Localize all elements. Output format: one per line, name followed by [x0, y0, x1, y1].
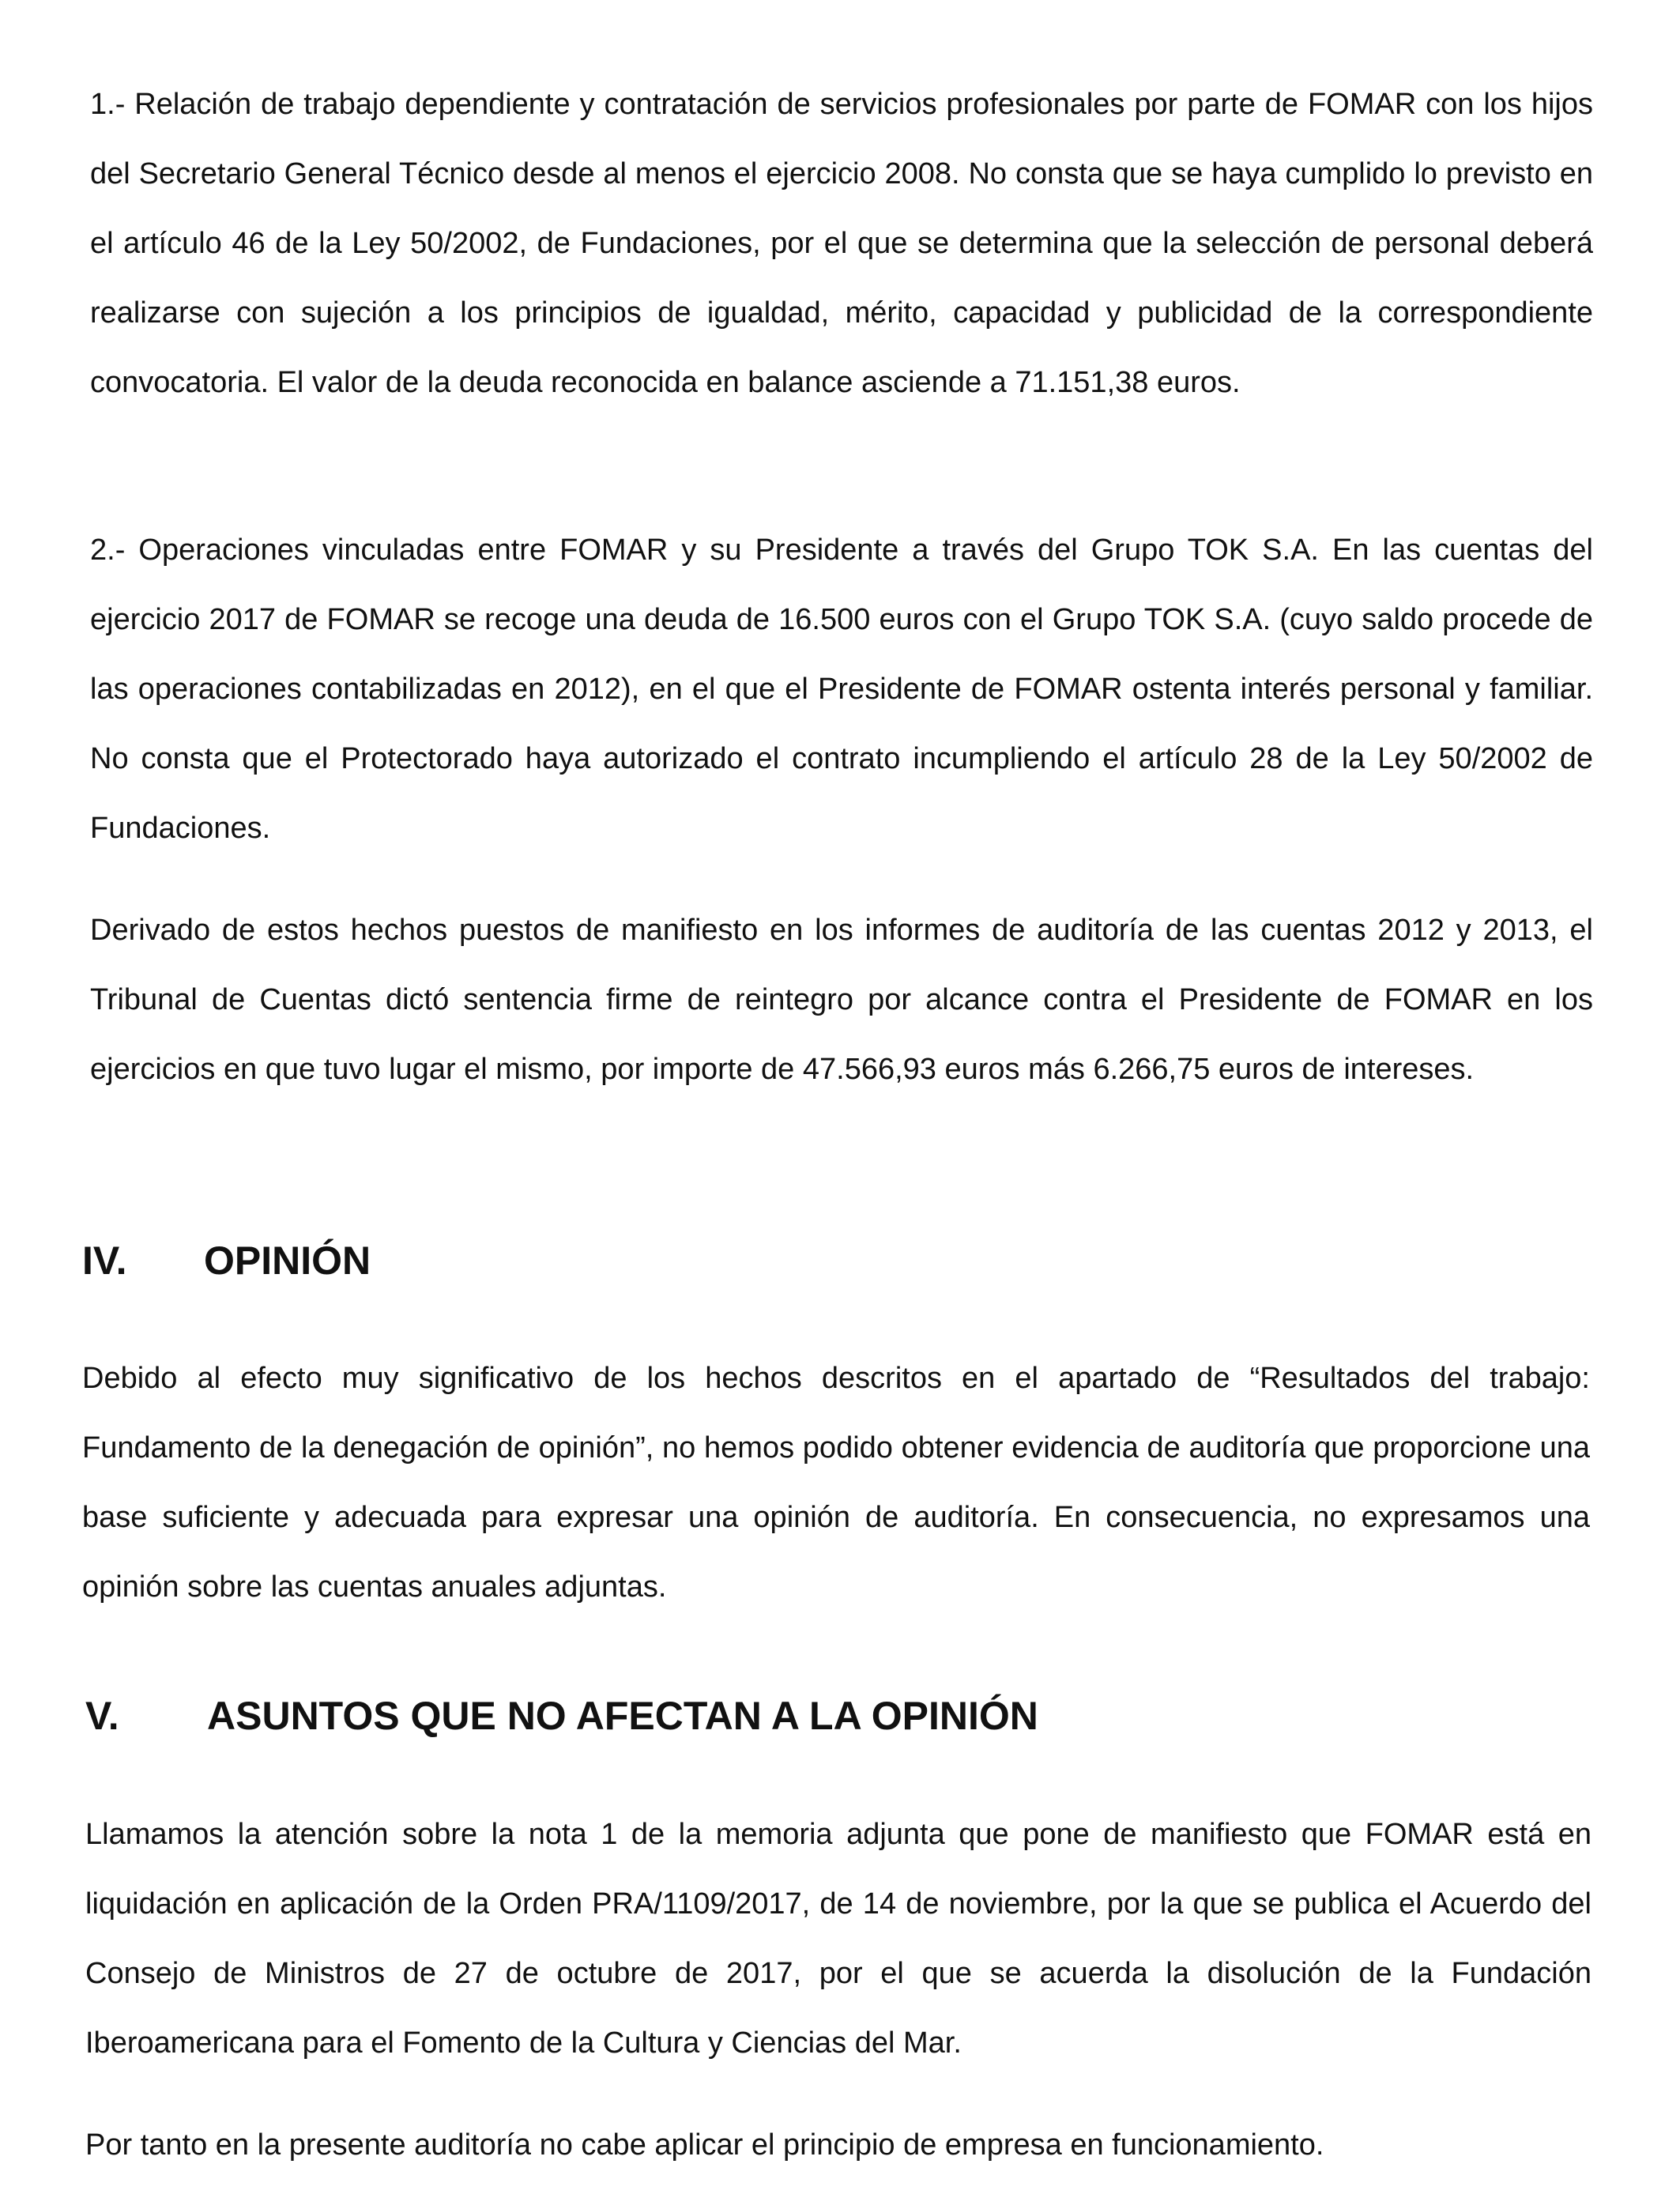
paragraph-item-1: 1.- Relación de trabajo dependiente y contratación de servicios profesionales por parte de FOMAR con los hijos del Secretario General Técnico desde al menos el ejercicio 2008. No consta que se haya cumplido lo previsto en el artículo 46 de la Ley 50/2002, de Fundaciones, por el que se determina que la selección de personal deberá realizarse con sujeción a los principios de igualdad, mérito, capacidad y publicidad de la correspondiente convocatoria. El valor de la deuda reconocida en balance asciende a 71.151,38 euros.: [90, 88, 1593, 399]
section-heading-opinion: [82, 1233, 371, 1288]
section-number: V.: [85, 1694, 119, 1738]
section-heading-asuntos: [85, 1688, 1038, 1744]
paragraph-reintegro: Derivado de estos hechos puestos de manifiesto en los informes de auditoría de las cuentas 2012 y 2013, el Tribunal de Cuentas dictó sentencia firme de reintegro por alcance contra el Presidente de FOMAR en los ejercicios en que tuvo lugar el mismo, por importe de 47.566,93 euros más 6.266,75 euros de intereses.: [90, 914, 1593, 1086]
paragraph-liquidacion: Llamamos la atención sobre la nota 1 de la memoria adjunta que pone de manifiesto que FOMAR está en liquidación en aplicación de la Orden PRA/1109/2017, de 14 de noviembre, por la que se publica el Acuerdo del Consejo de Ministros de 27 de octubre de 2017, por el que se acuerda la disolución de la Fundación Iberoamericana para el Fomento de la Cultura y Ciencias del Mar.: [85, 1818, 1591, 2060]
section-title: OPINIÓN: [204, 1238, 371, 1283]
paragraph-opinion: Debido al efecto muy significativo de los hechos descritos en el apartado de “Resultados del trabajo: Fundamento de la denegación de opinión”, no hemos podido obtener evidencia de auditoría que proporcione una base suficiente y adecuada para expresar una opinión de auditoría. En consecuencia, no expresamos una opinión sobre las cuentas anuales adjuntas.: [82, 1362, 1590, 1604]
section-title: ASUNTOS QUE NO AFECTAN A LA OPINIÓN: [207, 1694, 1038, 1738]
paragraph-empresa-funcionamiento: Por tanto en la presente auditoría no cabe aplicar el principio de empresa en funcionamiento.: [85, 2128, 1324, 2162]
section-number: IV.: [82, 1238, 127, 1283]
paragraph-item-2: 2.- Operaciones vinculadas entre FOMAR y su Presidente a través del Grupo TOK S.A. En las cuentas del ejercicio 2017 de FOMAR se recoge una deuda de 16.500 euros con el Grupo TOK S.A. (cuyo saldo procede de las operaciones contabilizadas en 2012), en el que el Presidente de FOMAR ostenta interés personal y familiar. No consta que el Protectorado haya autorizado el contrato incumpliendo el artículo 28 de la Ley 50/2002 de Fundaciones.: [90, 533, 1593, 845]
